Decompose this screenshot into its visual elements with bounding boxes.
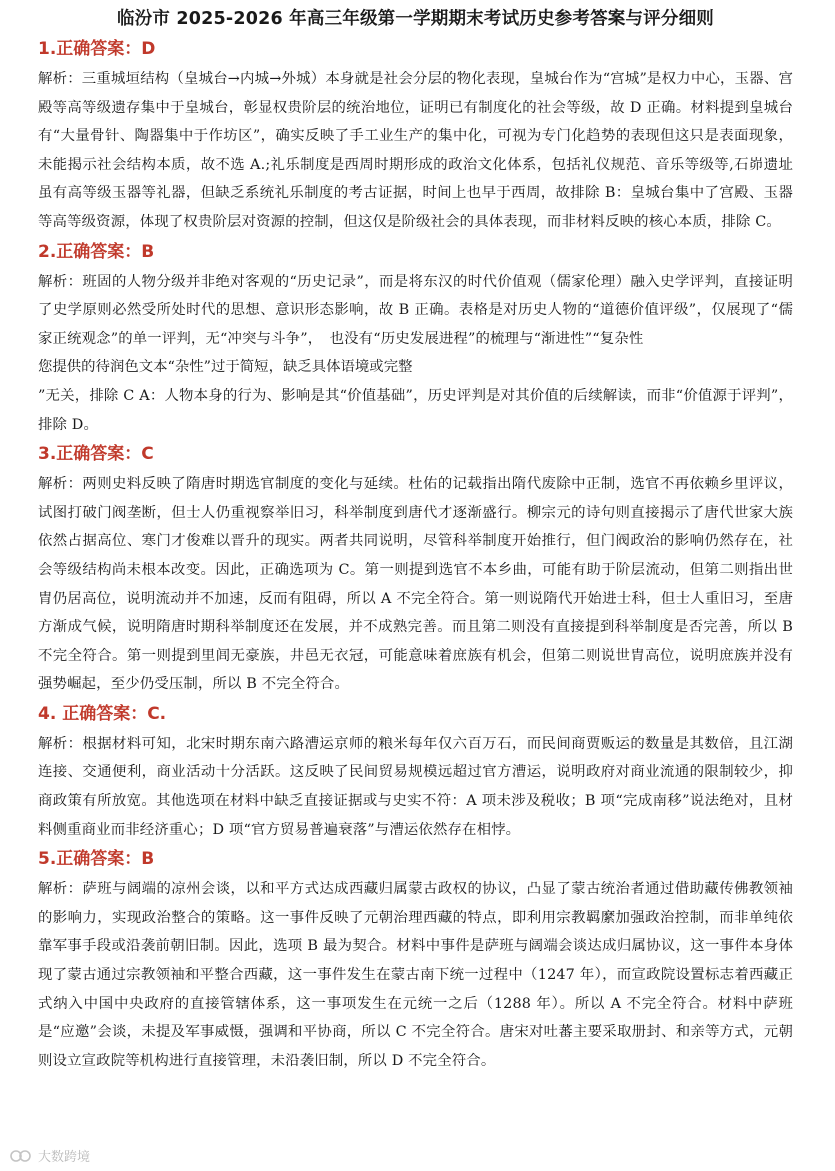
document-title: 临汾市 2025-2026 年高三年级第一学期期末考试历史参考答案与评分细则: [117, 9, 714, 29]
question-2-analysis: 解析：班固的人物分级并非绝对客观的“历史记录”，而是将东汉的时代价值观（儒家伦理）融入史学评判，直接证明了史学原则必然受所处时代的思想、意识形态影响，故 B 正确。表格是对历史人物的“道德价值评级”，仅展现了“儒家正统观念”的单一评判，无“冲突与斗争”， 也没有“历史发展进程”的梳理与“渐进性”“复杂性: [38, 273, 793, 347]
question-1-section: [38, 36, 793, 237]
question-2-inserted-note: 您提供的待润色文本“杂性”过于简短，缺乏具体语境或完整: [38, 359, 413, 376]
question-3-analysis: 解析：两则史料反映了隋唐时期选官制度的变化与延续。杜佑的记载指出隋代废除中正制，选官不再依赖乡里评议，试图打破门阀垄断，但士人仍重视察举旧习，科举制度到唐代才逐渐盛行。柳宗元的诗句则直接揭示了唐代世家大族依然占据高位、寒门才俊难以晋升的现实。两者共同说明，尽管科举制度开始推行，但门阀政治的影响仍然存在，社会等级结构尚未根本改变。因此，正确选项为 C。第一则提到选官不本乡曲，可能有助于阶层流动，但第二则指出世胄仍居高位，说明流动并不加速，反而有阻碍，所以 A 不完全符合。第一则说隋代开始进士科，但士人重旧习，至唐方渐成气候，说明隋唐时期科举制度还在发展，并不成熟完善。而且第二则没有直接提到科举制度是否完善，所以 B 不完全符合。第一则提到里闾无豪族，井邑无衣冠，可能意味着庶族有机会，但第二则说世胄高位，说明庶族并没有强势崛起，至少仍受压制，所以 B 不完全符合。: [38, 476, 793, 693]
question-5-section: [38, 846, 793, 1075]
question-3-answer: 3.正确答案：C: [38, 444, 154, 465]
question-3-section: [38, 441, 793, 699]
watermark-text: 大数跨境: [38, 1150, 91, 1165]
question-2-section: [38, 239, 793, 440]
watermark-logo-icon: [10, 1148, 32, 1164]
question-4-analysis: 解析：根据材料可知，北宋时期东南六路漕运京师的粮米每年仅六百万石，而民间商贾贩运的数量是其数倍，且江湖连接、交通便利，商业活动十分活跃。这反映了民间贸易规模远超过官方漕运，说明政府对商业流通的限制较少，抑商政策有所放宽。其他选项在材料中缺乏直接证据或与史实不符：A 项未涉及税收；B 项“完成南移”说法绝对，且材料侧重商业而非经济重心；D 项“官方贸易普遍衰落”与漕运依然存在相悖。: [38, 735, 793, 838]
question-4-section: [38, 701, 793, 844]
question-4-answer: 4. 正确答案：C.: [38, 703, 167, 724]
question-2-answer: 2.正确答案：B: [38, 241, 155, 262]
question-1-answer: 1.正确答案：D: [38, 39, 156, 59]
question-5-analysis: 解析：萨班与阔端的凉州会谈，以和平方式达成西藏归属蒙古政权的协议，凸显了蒙古统治者通过借助藏传佛教领袖的影响力，实现政治整合的策略。这一事件反映了元朝治理西藏的特点，即利用宗教羁縻加强政治控制，而非单纯依靠军事手段或沿袭前朝旧制。因此，选项 B 最为契合。材料中事件是萨班与阔端会谈达成归属协议，这一事件本身体现了蒙古通过宗教领袖和平整合西藏，这一事件发生在蒙古南下统一过程中（1247 年），而宣政院设置标志着西藏正式纳入中国中央政府的直接管辖体系，这一事项发生在元统一之后（1288 年）。所以 A 不完全符合。材料中萨班是“应邀”会谈，未提及军事威慑，强调和平协商，所以 C 不完全符合。唐宋对吐蕃主要采取册封、和亲等方式，元朝则设立宣政院等机构进行直接管理，未沿袭旧制，所以 D 不完全符合。: [38, 881, 793, 1069]
watermark: [10, 1146, 90, 1165]
question-2-analysis-continued: ”无关，排除 C A：人物本身的行为、影响是其“价值基础”，历史评判是对其价值的后续解读，而非“价值源于评判”，排除 D。: [38, 387, 793, 433]
question-1-analysis: 解析：三重城垣结构（皇城台→内城→外城）本身就是社会分层的物化表现，皇城台作为“宫城”是权力中心，玉器、宫殿等高等级遗存集中于皇城台，彰显权贵阶层的统治地位，证明已有制度化的社会等级，故 D 正确。材料提到皇城台有“大量骨针、陶器集中于作坊区”，确实反映了手工业生产的集中化，可视为专门化趋势的表现但这只是表面现象，未能揭示社会结构本质，故不选 A.;礼乐制度是西周时期形成的政治文化体系，包括礼仪规范、音乐等级等,石峁遗址虽有高等级玉器等礼器，但缺乏系统礼乐制度的考古证据，时间上也早于西周，故排除 B：皇城台集中了宫殿、玉器等高等级资源，体现了权贵阶层对资源的控制，但这仅是阶级社会的具体表现，而非材料反映的核心本质，排除 C。: [38, 71, 793, 230]
question-5-answer: 5.正确答案：B: [38, 849, 155, 870]
